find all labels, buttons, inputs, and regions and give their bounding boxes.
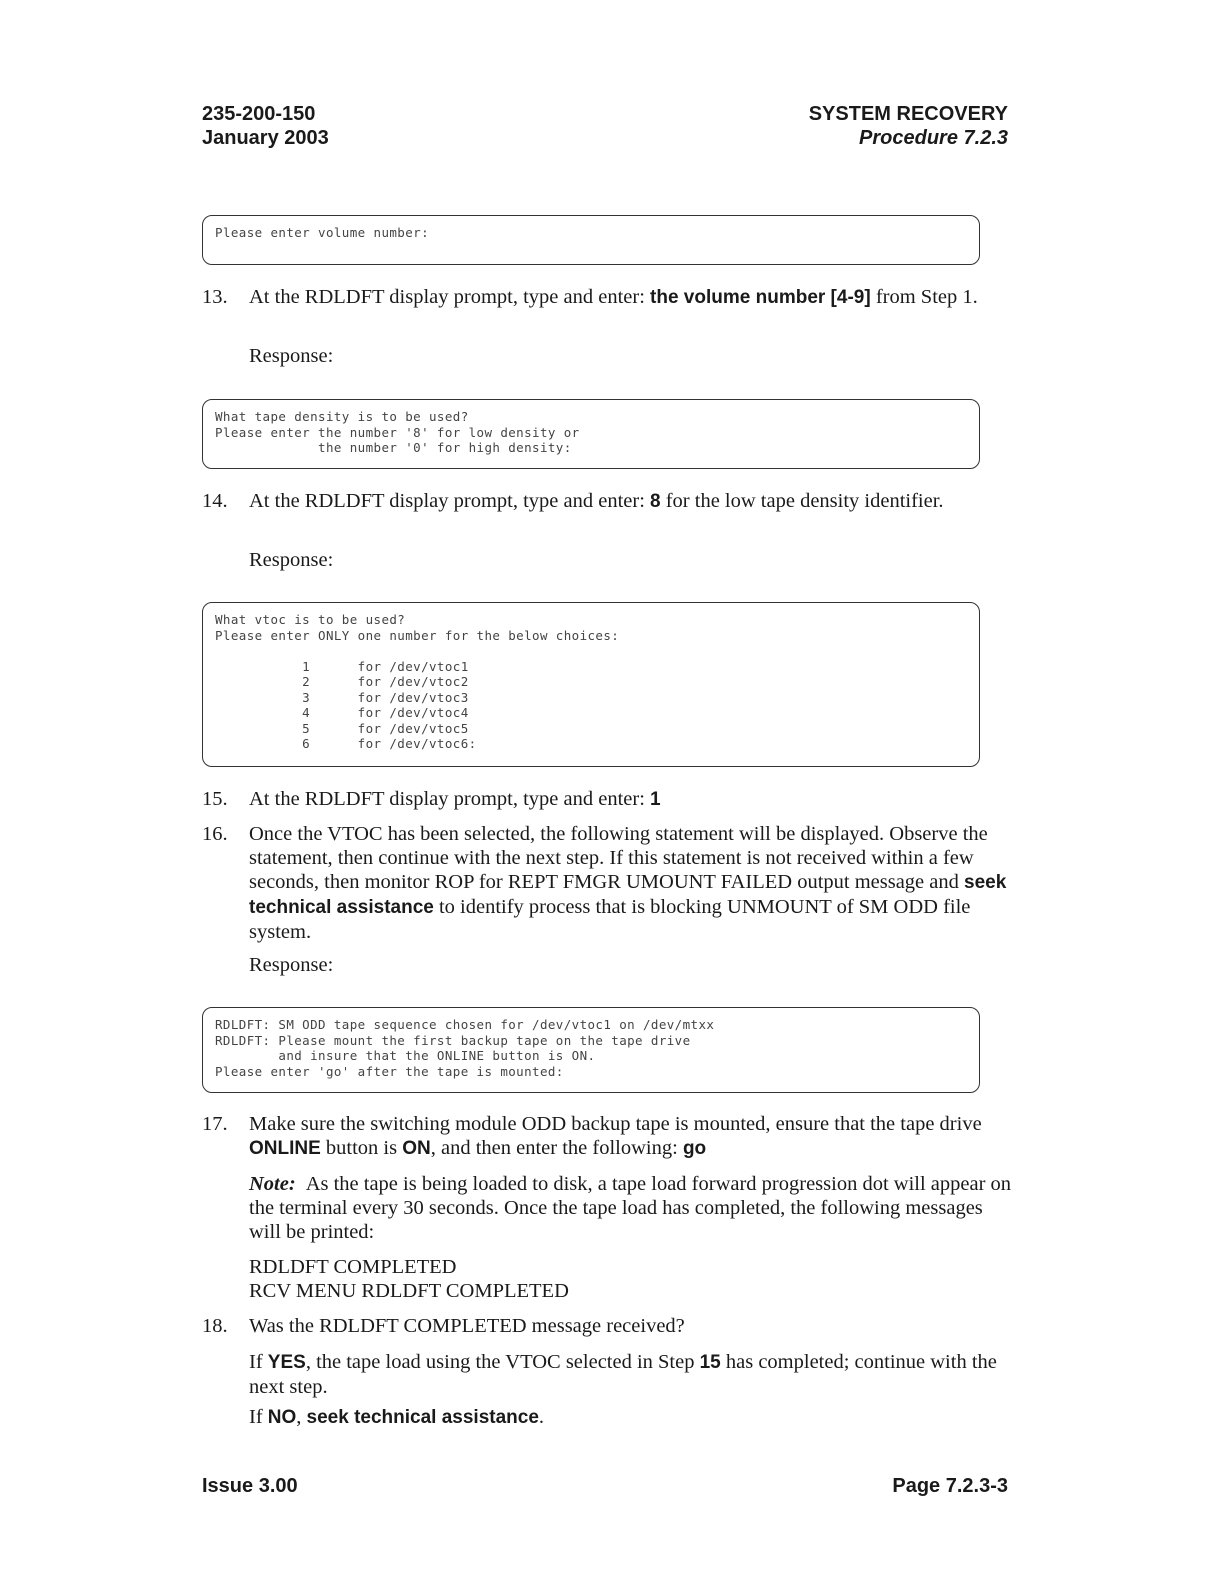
step-13-response: Response: [249,345,334,367]
step-bold: NO [267,1407,297,1428]
footer-page: Page 7.2.3-3 [892,1475,1008,1497]
step-text: for the low tape density identifier. [660,490,944,512]
mount-prompt-box [202,1007,980,1093]
header-right [809,102,1008,150]
step-text: , the tape load using the VTOC selected in Step [305,1351,700,1373]
procedure-number: Procedure 7.2.3 [859,127,1008,149]
step-bold: YES [267,1352,306,1373]
step-bold: ON [402,1138,431,1159]
step-text: , [296,1406,307,1428]
step-number: 15. [202,788,228,810]
step-number: 13. [202,286,228,308]
header-left [202,102,329,150]
doc-date: January 2003 [202,127,329,149]
density-prompt-text: What tape density is to be used? Please enter the number '8' for low density or the number '0' for high density: [215,409,580,455]
vtoc-prompt-text: What vtoc is to be used? Please enter ONLY one number for the below choices: 1 for /dev/vtoc1 2 for /dev/vtoc2 3 for /dev/vtoc3 4 for /dev/vtoc4 5 for /dev/vtoc5 6 for /dev/vtoc6: [215,612,620,751]
step-number: 18. [202,1315,228,1337]
step-text: , and then enter the following: [430,1137,683,1159]
step-bold: 15 [699,1352,721,1373]
step-text: If [249,1351,268,1373]
step-text: button is [320,1137,403,1159]
step-text: Make sure the switching module ODD backup tape is mounted, ensure that the tape drive [249,1113,982,1135]
step-number: 14. [202,490,228,512]
step-17 [202,1112,1012,1161]
step-text: has completed; continue with the next step. [249,1351,997,1398]
note-label: Note: [249,1173,296,1195]
step-16 [202,822,1012,944]
footer-issue: Issue 3.00 [202,1475,298,1497]
step-bold: 8 [650,491,661,512]
mount-prompt-text: RDLDFT: SM ODD tape sequence chosen for /dev/vtoc1 on /dev/mtxx RDLDFT: Please mount the first backup tape on the tape drive and insure that the ONLINE button is ON. Please enter 'go' after the tape is mounted: [215,1017,715,1079]
step-text: Was the RDLDFT COMPLETED message received? [249,1315,685,1337]
step-14 [202,489,1012,514]
message-line: RDLDFT COMPLETED [249,1256,457,1278]
volume-prompt-text: Please enter volume number: [215,225,429,240]
step-text: . [538,1406,545,1428]
step-text: At the RDLDFT display prompt, type and enter: [249,286,651,308]
doc-number: 235-200-150 [202,103,316,125]
volume-prompt-box [202,215,980,265]
vtoc-prompt-box [202,602,980,767]
step-bold: ONLINE [249,1138,321,1159]
step-18-yes [249,1350,1014,1399]
step-number: 16. [202,823,228,845]
density-prompt-box [202,399,980,469]
step-text: to identify process that is blocking UNMOUNT of SM ODD file system. [249,896,971,943]
step-text: At the RDLDFT display prompt, type and enter: [249,788,651,810]
section-title: SYSTEM RECOVERY [808,103,1008,125]
message-line: RCV MENU RDLDFT COMPLETED [249,1280,569,1302]
step-text: At the RDLDFT display prompt, type and enter: [249,490,651,512]
step-17-note [249,1172,1014,1244]
step-text: If [249,1406,268,1428]
step-bold: 1 [650,789,661,810]
step-bold: the volume number [4-9] [650,287,871,308]
step-bold: go [682,1138,707,1159]
step-text: from Step 1. [870,286,978,308]
step-text: Once the VTOC has been selected, the following statement will be displayed. Observe the statement, then continue with the next step. If this statement is not received within a few seconds, then monitor ROP for REPT FMGR UMOUNT FAILED output message and [249,823,988,893]
step-18 [202,1314,1012,1338]
step-bold: seek technical assistance [249,872,1007,918]
step-bold: seek technical assistance [306,1407,539,1428]
step-number: 17. [202,1113,228,1135]
step-13 [202,285,1012,310]
step-18-no [249,1405,1014,1430]
step-16-response: Response: [249,954,334,976]
completion-messages [249,1255,1014,1303]
step-14-response: Response: [249,549,334,571]
step-15 [202,787,1012,812]
note-text: As the tape is being loaded to disk, a tape load forward progression dot will appear on the terminal every 30 seconds. Once the tape load has completed, the following messages will be printed: [249,1173,1012,1243]
